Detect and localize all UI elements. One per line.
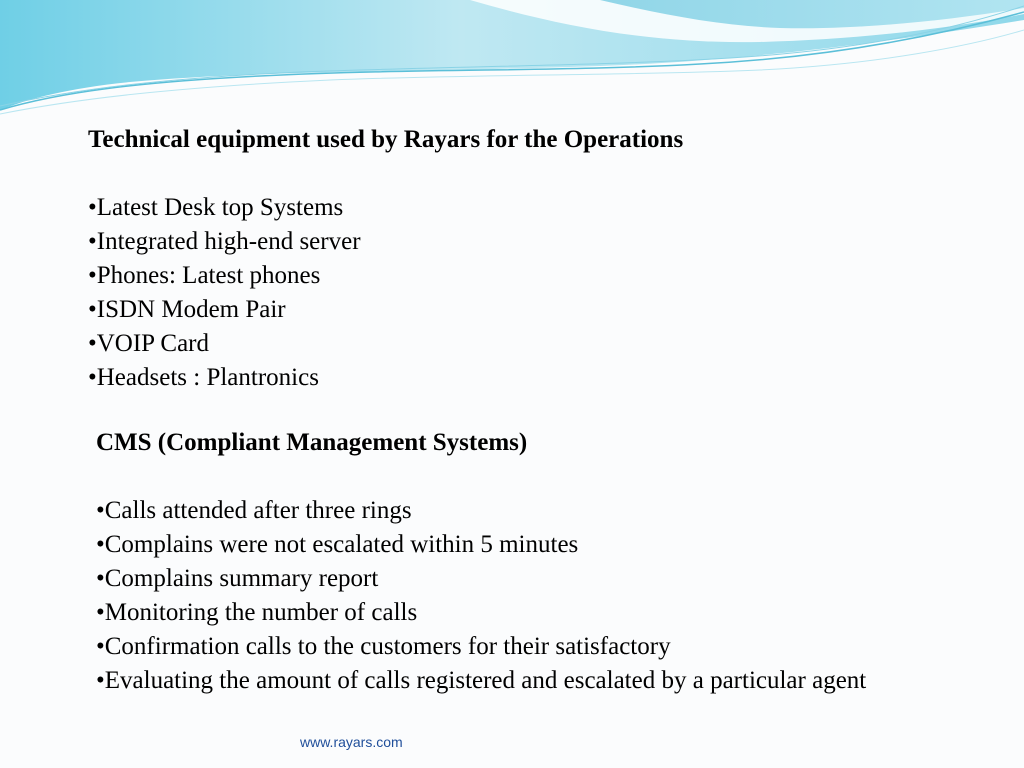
list-item: •Monitoring the number of calls bbox=[96, 599, 418, 626]
footer-website-link[interactable]: www.rayars.com bbox=[300, 734, 403, 750]
list-item: •VOIP Card bbox=[88, 330, 210, 357]
cms-heading: CMS (Compliant Management Systems) bbox=[96, 429, 528, 456]
cms-section bbox=[96, 426, 986, 698]
list-item: •Complains were not escalated within 5 minutes bbox=[96, 531, 579, 558]
list-item: •Headsets : Plantronics bbox=[88, 364, 319, 391]
list-item: •Calls attended after three rings bbox=[96, 497, 412, 524]
list-item: •Latest Desk top Systems bbox=[88, 194, 344, 221]
list-item: •Confirmation calls to the customers for their satisfactory bbox=[96, 633, 671, 660]
equipment-section bbox=[88, 123, 988, 395]
equipment-heading: Technical equipment used by Rayars for the Operations bbox=[88, 126, 684, 153]
list-item: •Phones: Latest phones bbox=[88, 262, 321, 289]
list-item: •Complains summary report bbox=[96, 565, 379, 592]
wave-header-decoration bbox=[0, 0, 1024, 130]
cms-list bbox=[96, 494, 986, 698]
equipment-list bbox=[88, 191, 988, 395]
list-item: •ISDN Modem Pair bbox=[88, 296, 286, 323]
list-item: •Integrated high-end server bbox=[88, 228, 361, 255]
list-item: •Evaluating the amount of calls registered and escalated by a particular agent bbox=[96, 667, 867, 694]
